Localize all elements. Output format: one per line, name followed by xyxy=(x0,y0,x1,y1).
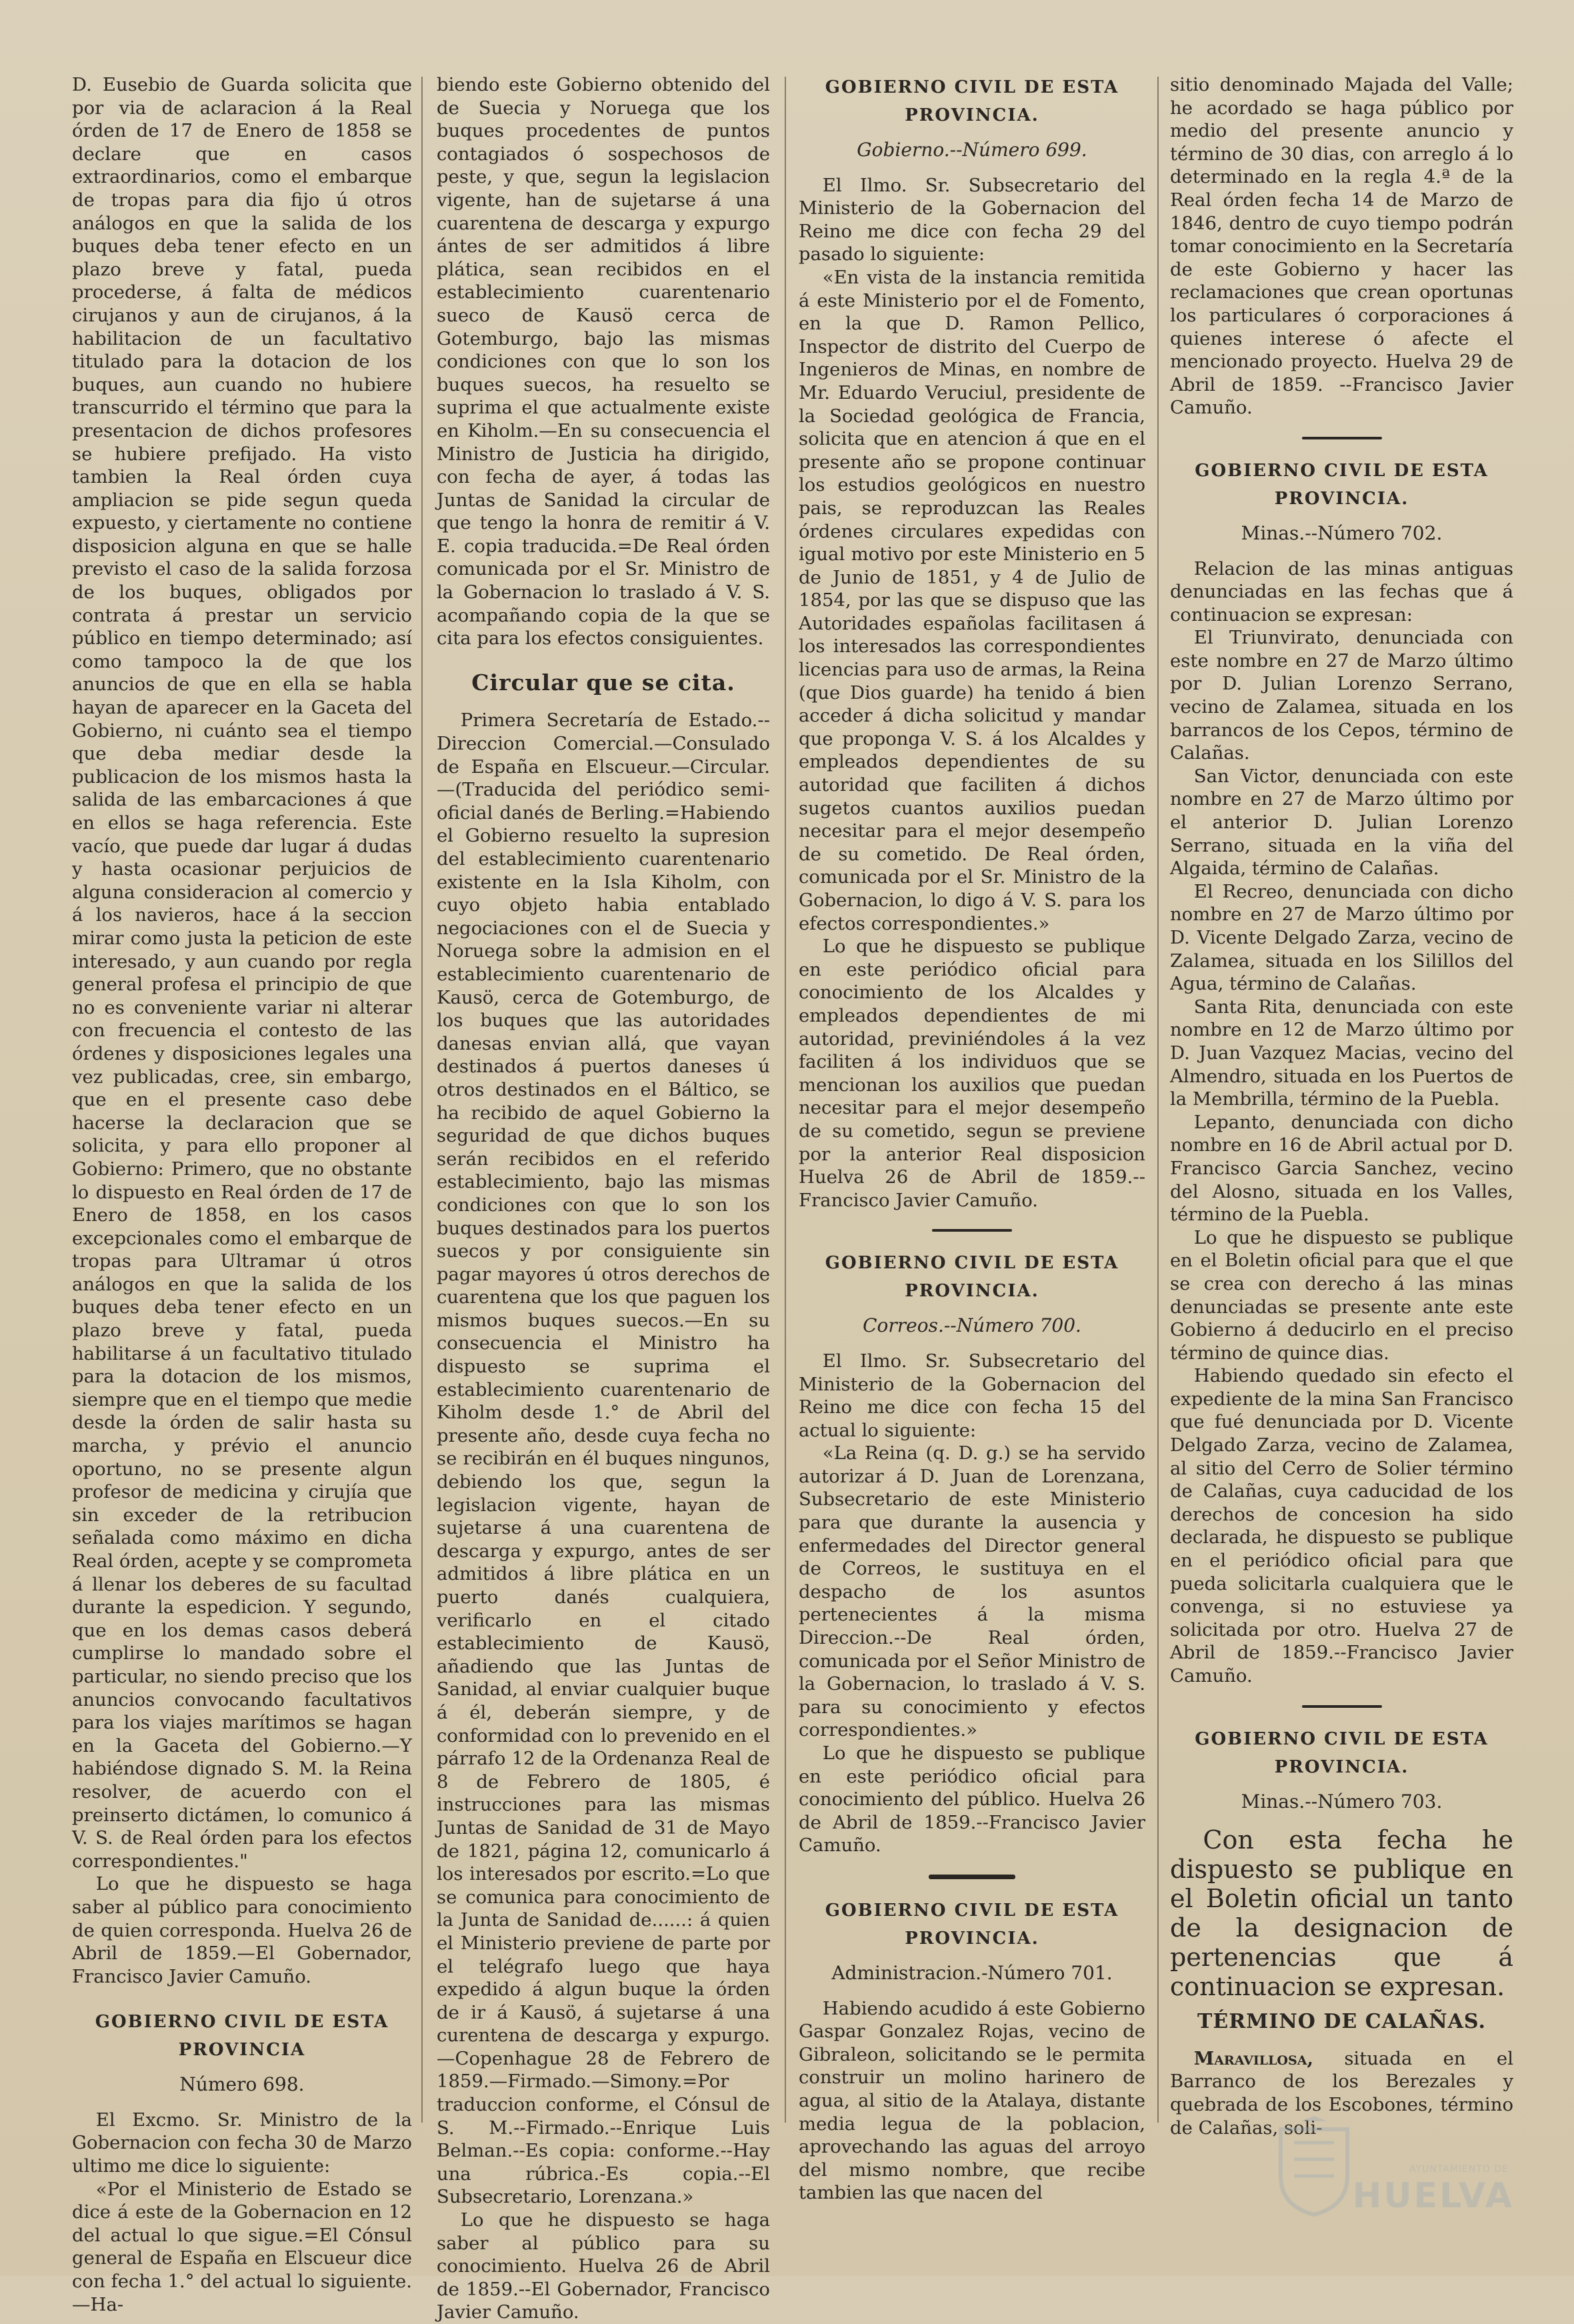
paragraph: El Ilmo. Sr. Subsecretario del Ministerio de la Gobernacion del Reino me dice con fecha 29 del pasado lo siguiente: xyxy=(799,174,1145,265)
paragraph: Lo que he dispuesto se haga saber al público para conocimiento de quien corresponda. Huelva 26 de Abril de 1859.—El Gobernador, Francisco Javier Camuño. xyxy=(72,1873,412,1987)
section-number: Minas.--Número 703. xyxy=(1241,1790,1443,1813)
column-rule xyxy=(421,77,423,2123)
paragraph: Lo que he dispuesto se haga saber al público para su conocimiento. Huelva 26 de Abril de 1859.--El Gobernador, Francisco Javier Camuño. xyxy=(437,2209,770,2323)
paragraph: D. Eusebio de Guarda solicita que por via de aclaracion á la Real órden de 17 de Enero de 1858 se declare que en casos extraordinarios, como el embarque de tropas para dia fijo ú otros análogos en que la salida de los buques deba tener efecto en un plazo breve y fatal, pueda procederse, á falta de médicos cirujanos y aun de cirujanos, á la habilitacion de un facultativo titulado para la dotacion de los buques, aun cuando no hubiere transcurrido el término que para la presentacion de dichos profesores se hubiere prefijado. Ha visto tambien la Real órden cuya ampliacion se pide segun queda expuesto, y ciertamente no contiene disposicion alguna en que se halle previsto el caso de la salida forzosa de los buques, obligados por contrata á prestar un servicio público en tiempo determinado; así como tampoco la de que los anuncios de que en ella se habla hayan de aparecer en la Gaceta del Gobierno, ni cuánto sea el tiempo que deba mediar desde la publicacion de los mismos hasta la salida de las embarcaciones á que en ellos se haga referencia. Este vacío, que puede dar lugar á dudas y hasta ocasionar perjuicios de alguna consideracion al comercio y á los navieros, hace á la seccion mirar como justa la peticion de este interesado, y aun cuando por regla general profesa el principio de que no es conveniente variar ni alterar con frecuencia el contesto de las órdenes y disposiciones legales una vez publicadas, cree, sin embargo, que en el presente caso debe hacerse la declaracion que se solicita, y para ello proponer al Gobierno: Primero, que no obstante lo dispuesto en Real órden de 17 de Enero de 1858, en los casos excepcionales como el embarque de tropas para Ultramar ú otros análogos en que la salida de los buques deba tener efecto en un plazo breve y fatal, pueda habilitarse á un facultativo titulado para la dotacion de los mismos, siempre que en el tiempo que medie desde la órden de salir hasta su marcha, y prévio el anuncio oportuno, no se presente algun profesor de medicina y cirujía que sin exceder de la retribucion señalada como máximo en dicha Real órden, acepte y se comprometa á llenar los deberes de su facultad durante la espedicion. Y segundo, que en los demas casos deberá cumplirse lo mandado sobre el particular, no siendo preciso que los anuncios convocando facultativos para los viajes marítimos se hagan en la Gaceta del Gobierno.—Y habiéndose dignado S. M. la Reina resolver, de acuerdo con el preinserto dictámen, lo comunico á V. S. de Real órden para los efectos correspondientes." xyxy=(72,74,412,1872)
crest-icon xyxy=(1274,2116,1354,2216)
section-number: Número 698. xyxy=(179,2073,305,2096)
circular-heading: Circular que se cita. xyxy=(471,669,735,696)
list-item: El Recreo, denunciada con dicho nombre en 27 de Marzo último por D. Vicente Delgado Zarza, vecino de Zalamea, situada en los Silillos del Agua, término de Calañas. xyxy=(1170,880,1513,995)
column-rule xyxy=(1157,77,1159,2123)
paragraph: «La Reina (q. D. g.) se ha servido autorizar á D. Juan de Lorenzana, Subsecretario de este Ministerio para que durante la ausencia y enfermedades del Director general de Correos, le sustituya en el despacho de los asuntos pertenecientes á la misma Direccion.--De Real órden, comunicada por el Señor Ministro de la Gobernacion, lo traslado á V. S. para su conocimiento y efectos correspondientes.» xyxy=(799,1442,1145,1741)
watermark-sublabel: AYUNTAMIENTO DE xyxy=(1409,2164,1509,2175)
paragraph: Habiendo acudido á este Gobierno Gaspar Gonzalez Rojas, vecino de Gibraleon, solicitando se le permita construir un molino harinero de agua, al sitio de la Atalaya, distante media legua de la poblacion, aprovechando las aguas del arroyo del mismo nombre, que recibe tambien las que nacen del xyxy=(799,1997,1145,2204)
paragraph: Lo que he dispuesto se publique en el Boletin oficial para que el que se crea con derecho á las minas denunciadas se presente ante este Gobierno á deducirlo en el preciso término de quince dias. xyxy=(1170,1226,1513,1364)
paragraph: «En vista de la instancia remitida á este Ministerio por el de Fomento, en la que D. Ramon Pellico, Inspector de distrito del Cuerpo de Ingenieros de Minas, en nombre de Mr. Eduardo Veruciul, presidente de la Sociedad geológica de Francia, solicita que en atencion á que en el presente año se propone continuar los estudios geológicos en nuestro pais, se reproduzcan las Reales órdenes circulares expedidas con igual motivo por este Ministerio en 5 de Junio de 1851, y 4 de Julio de 1854, por las que se dispuso que las Autoridades españolas facilitasen á los interesados las correspondientes licencias para uso de armas, la Reina (que Dios guarde) ha tenido á bien acceder á dicha solicitud y mandar que proponga V. S. á los Alcaldes y empleados dependientes de su autoridad que faciliten á dichos sugetos cuantos auxilios puedan necesitar para el mejor desempeño de su cometido. De Real órden, comunicada por el Sr. Ministro de la Gobernacion, lo digo á V. S. para los efectos correspondientes.» xyxy=(799,266,1145,934)
paragraph: Lo que he dispuesto se publique en este periódico oficial para conocimiento de los Alcaldes y empleados dependientes de mi autoridad, previniéndoles á la vez faciliten á los individuos que se mencionan los auxilios que puedan necesitar para el mejor desempeño de su cometido, segun se previene por la anterior Real disposicion Huelva 26 de Abril de 1859.--Francisco Javier Camuño. xyxy=(799,936,1145,1211)
paragraph: El Ilmo. Sr. Subsecretario del Ministerio de la Gobernacion del Reino me dice con fecha 15 del actual lo siguiente: xyxy=(799,1350,1145,1441)
watermark-label: HUELVA xyxy=(1352,2176,1514,2216)
separator xyxy=(1302,1705,1382,1708)
announcement-text: Con esta fecha he dispuesto se publique en el Boletin oficial un tanto de la designacion de pertenencias que á continuacion se expresan. xyxy=(1170,1825,1513,2002)
section-number: Correos.--Número 700. xyxy=(863,1314,1081,1337)
section-heading: GOBIERNO CIVIL DE ESTA PROVINCIA. xyxy=(1195,1728,1489,1777)
paragraph: Habiendo quedado sin efecto el expediente de la mina San Francisco que fué denunciada por D. Vicente Delgado Zarza, vecino de Zalamea, al sitio del Cerro de Solier término de Calañas, cuya caducidad de los derechos de concesion ha sido declarada, he dispuesto se publique en el periódico oficial para que pueda solicitarla cualquiera que le convenga, si no estuviese ya solicitada por otro. Huelva 27 de Abril de 1859.--Francisco Javier Camuño. xyxy=(1170,1365,1513,1686)
column-2 xyxy=(437,73,770,2323)
mine-name: Maravillosa, xyxy=(1193,2047,1314,2069)
separator xyxy=(1302,437,1382,439)
list-item: El Triunvirato, denunciada con este nombre en 27 de Marzo último por D. Julian Lorenzo Serrano, vecino de Zalamea, situada en los barrancos de los Cepos, término de Calañas. xyxy=(1170,627,1513,764)
paragraph: biendo este Gobierno obtenido del de Suecia y Noruega que los buques procedentes de puntos contagiados ó sospechosos de peste, y que, segun la legislacion vigente, han de sujetarse á una cuarentena de descarga y expurgo ántes de ser admitidos á libre plática, sean recibidos en el establecimiento cuarentenario sueco de Kausö cerca de Gotemburgo, bajo las mismas condiciones con que lo son los buques suecos, ha resuelto se suprima el que actualmente existe en Kiholm.—En su consecuencia el Ministro de Justicia ha dirigido, con fecha de ayer, á todas las Juntas de Sanidad la circular de que tengo la honra de remitir á V. E. copia traducida.=De Real órden comunicada por el Sr. Ministro de la Gobernacion lo traslado á V. S. acompañando copia de la que se cita para los efectos consiguientes. xyxy=(437,74,770,650)
separator xyxy=(932,1229,1012,1232)
section-heading: GOBIERNO CIVIL DE ESTA PROVINCIA. xyxy=(825,1253,1119,1302)
mine-description: situada en el Barranco de los Berezales y quebrada de los Escobones, término de Calañas, soli- xyxy=(1170,2047,1513,2139)
column-4 xyxy=(1170,73,1513,2169)
paragraph: Primera Secretaría de Estado.--Direccion Comercial.—Consulado de España en Elscueur.—Circular.—(Traducida del periódico semi-oficial danés de Berling.=Habiendo el Gobierno resuelto la supresion del establecimiento cuarentenario existente en la Isla Kiholm, con cuyo objeto habia entablado negociaciones con el de Suecia y Noruega sobre la admision en el establecimiento cuarentenario de Kausö, cerca de Gotemburgo, de los buques que las autoridades danesas envian allá, que vayan destinados á puertos daneses ú otros destinados en el Báltico, se ha recibido de aquel Gobierno la seguridad de que dichos buques serán recibidos en el referido establecimiento, bajo las mismas condiciones con que lo son los buques destinados para los puertos suecos y por consiguiente sin pagar mayores ú otros derechos de cuarentena que los que paguen los mismos buques suecos.—En su consecuencia el Ministro ha dispuesto se suprima el establecimiento cuarentenario de Kiholm desde 1.° de Abril del presente año, desde cuya fecha no se recibirán en él buques ningunos, debiendo los que, segun la legislacion vigente, hayan de sujetarse á una cuarentena de descarga y expurgo, antes de ser admitidos á libre plática en un puerto danés cualquiera, verificarlo en el citado establecimiento de Kausö, añadiendo que las Juntas de Sanidad, al enviar cualquier buque á él, deberán siempre, y de conformidad con lo prevenido en el párrafo 12 de la Ordenanza Real de 8 de Febrero de 1805, é instrucciones para las mismas Juntas de Sanidad de 31 de Mayo de 1821, página 12, comunicarlo á los interesados por escrito.=Lo que se comunica para conocimiento de la Junta de Sanidad de......: á quien el Ministerio previene de parte por el telégrafo luego que haya expedido á algun buque la órden de ir á Kausö, á sujetarse á una curentena de descarga y expurgo.—Copenhague 28 de Febrero de 1859.—Firmado.—Simony.=Por traduccion conforme, el Cónsul de S. M.--Firmado.--Enrique Luis Belman.--Es copia: conforme.--Hay una rúbrica.-Es copia.--El Subsecretario, Lorenzana.» xyxy=(437,710,770,2208)
section-heading: GOBIERNO CIVIL DE ESTA PROVINCIA. xyxy=(825,1900,1119,1949)
section-number: Administracion.-Número 701. xyxy=(831,1961,1113,1984)
paragraph: sitio denominado Majada del Valle; he acordado se haga público por medio del presente anuncio y término de 30 dias, con arreglo á lo determinado en la regla 4.ª de la Real órden fecha 14 de Marzo de 1846, dentro de cuyo tiempo podrán tomar conocimiento en la Secretaría de este Gobierno y hacer las reclamaciones que crean oportunas los particulares ó corporaciones á quienes interese ó afecte el mencionado proyecto. Huelva 29 de Abril de 1859. --Francisco Javier Camuño. xyxy=(1170,74,1513,419)
list-item: Santa Rita, denunciada con este nombre en 12 de Marzo último por D. Juan Vazquez Macias, vecino del Almendro, situada en los Puertos de la Membrilla, término de la Puebla. xyxy=(1170,996,1513,1110)
section-number: Minas.--Número 702. xyxy=(1241,521,1443,544)
paragraph: Relacion de las minas antiguas denunciadas en las fechas que á continuacion se expresan: xyxy=(1170,557,1513,626)
archive-watermark xyxy=(1274,2109,1514,2223)
column-rule xyxy=(785,77,786,2123)
separator xyxy=(929,1875,1015,1879)
term-heading: TÉRMINO DE CALAÑAS. xyxy=(1197,2010,1486,2034)
list-item: Lepanto, denunciada con dicho nombre en 16 de Abril actual por D. Francisco Garcia Sanchez, vecino del Alosno, situada en los Valles, término de la Puebla. xyxy=(1170,1111,1513,1226)
section-heading: GOBIERNO CIVIL DE ESTA PROVINCIA xyxy=(95,2012,389,2061)
section-heading: GOBIERNO CIVIL DE ESTA PROVINCIA. xyxy=(825,77,1119,125)
paragraph: El Excmo. Sr. Ministro de la Gobernacion con fecha 30 de Marzo ultimo me dice lo siguiente: xyxy=(72,2109,412,2177)
paragraph: Lo que he dispuesto se publique en este periódico oficial para conocimiento del público. Huelva 26 de Abril de 1859.--Francisco Javier Camuño. xyxy=(799,1742,1145,1857)
section-heading: GOBIERNO CIVIL DE ESTA PROVINCIA. xyxy=(1195,460,1489,509)
section-number: Gobierno.--Número 699. xyxy=(857,139,1087,161)
paragraph: «Por el Ministerio de Estado se dice á este de la Gobernacion en 12 del actual lo que sigue.=El Cónsul general de España en Elscueur dice con fecha 1.° del actual lo siguiente.—Ha- xyxy=(72,2178,412,2315)
column-1 xyxy=(72,73,412,2315)
column-3 xyxy=(799,73,1145,2204)
list-item: San Victor, denunciada con este nombre en 27 de Marzo último por el anterior D. Julian Lorenzo Serrano, situada en la viña del Algaida, término de Calañas. xyxy=(1170,765,1513,880)
